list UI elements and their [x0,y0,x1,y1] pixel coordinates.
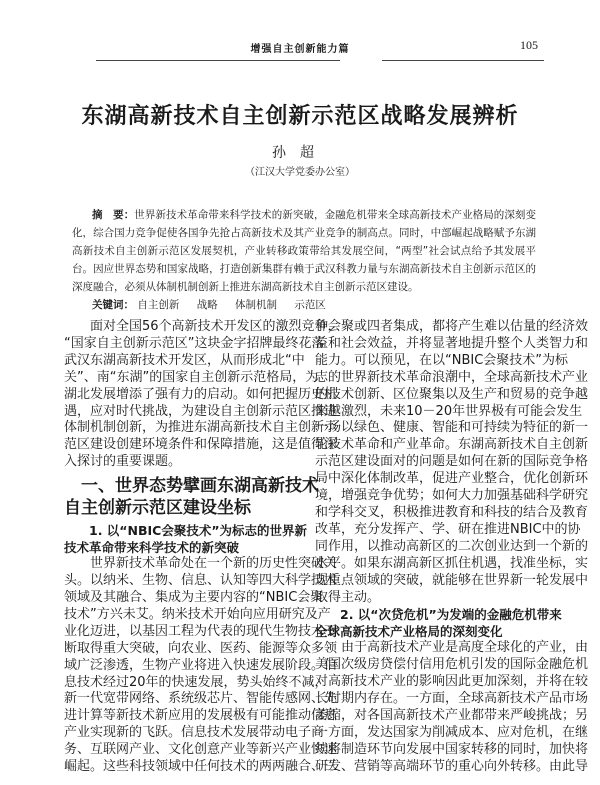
text-line: 现重点领域的突破，就能够在世界新一轮发展中 [315,572,589,588]
affiliation: （江汉大学党委办公室） [245,167,355,178]
abstract-line: 化，综合国力竞争促使各国争先抢占高新技术及其产业竞争的制高点。同时，中部崛起战略赋予东湖 [72,227,536,239]
text-line: 境，增强竞争优势；如何大力加强基础科学研究 [315,488,589,504]
text-line: 湖北发展增添了强有力的启动。如何把握历史机 [64,386,338,402]
text-line: 局中深化体制改革，促进产业整合，优化创新环 [315,471,589,487]
text-line: 的技术创新、区位聚集以及生产和贸易的竞争越 [315,386,589,402]
text-line: 务、互联网产业、文化创意产业等新兴产业快速 [64,742,338,758]
text-line: 一方面，发达国家为削减成本、应对危机，在继 [315,724,589,740]
text-line: 改革，充分发挥产、学、研在推进NBIC中的协 [315,521,581,537]
subsection-heading [64,522,308,556]
text-line: 产业实现新的飞跃。信息技术发展带动电子商 [64,725,325,741]
text-line: 2. 以“次贷危机”为发端的金融危机带来 [315,607,562,623]
text-line: 领域及其融合、集成为主要内容的“NBIC会聚 [64,589,324,605]
right-column [315,319,589,776]
text-line: 断取得重大突破，向农业、医药、能源等众多领 [64,640,338,656]
keyword: 自主创新 [137,299,180,311]
page-number: 105 [520,38,538,52]
keywords [92,297,340,312]
text-line: 和学科交叉，积极推进教育和科技的结合及教育 [315,504,589,520]
text-line: 遇，应对时代挑战，为建设自主创新示范区推进 [64,403,338,419]
article-title: 东湖高新技术自主创新示范区战略发展辨析 [81,104,519,129]
left-column [64,319,341,776]
text-line: 自主创新示范区建设坐标 [64,498,251,519]
paragraph [64,556,338,776]
text-line: 武汉东湖高新技术开发区，从而形成北“中 [64,352,305,368]
keywords-label: 关键词： [92,299,134,311]
paragraph [315,640,589,775]
text-line: 同作用，以推动高新区的二次创业达到一个新的 [315,538,589,554]
paragraph [64,319,341,471]
text-line: 水平。如果东湖高新区抓住机遇，找准坐标，实 [315,555,589,571]
text-line: 长时期内存在。一方面，全球高新技术产品市场 [315,691,589,707]
text-line: 头。以纳米、生物、信息、认知等四大科学技术 [64,573,338,589]
text-line: 美国次级房贷偿付信用危机引发的国际金融危机 [315,657,589,673]
text-line: 世界新技术革命处在一个新的历史性突破关 [64,556,338,572]
abstract-text: 世界新技术革命带来科学技术的新突破，金融危机带来全球高新技术产业格局的深刻变 [134,209,537,221]
header-rule [96,60,544,61]
text-line: 益和社会效益，并将显著地提升整个人类智力和 [315,335,589,351]
text-line: 一、世界态势擘画东湖高新技术 [64,476,319,497]
paragraph [315,319,589,606]
text-line: 一场以绿色、健康、智能和可持续为特征的新一 [315,420,589,436]
running-title: 增强自主创新能力篇 [250,44,350,55]
text-line: 来越激烈，未来10－20年世界极有可能会发生 [315,403,583,419]
text-line: 1. 以“NBIC会聚技术”为标志的世界新 [64,523,308,539]
keyword: 战略 [196,299,218,311]
text-line: 体制机制创新，为推进东湖高新技术自主创新示 [64,420,338,436]
abstract [72,206,536,296]
keyword: 体制机制 [235,299,278,311]
keyword: 示范区 [294,299,326,311]
text-line: 种会聚或四者集成，都将产生难以估量的经济效 [315,319,589,334]
abstract-line [72,206,536,224]
text-line: 全球高新技术产业格局的深刻变化 [315,624,503,640]
text-line: 示范区建设面对的问题是如何在新的国际竞争格 [315,454,589,470]
text-line: 研发、营销等高端环节的重心向外转移。由此导 [315,758,589,774]
abstract-line: 台。因应世界态势和国家战略，打造创新集群有赖于武汉科教力量与东湖高新技术自主创新示范区的 [72,263,536,275]
text-line: 续将制造环节向发展中国家转移的同时，加快将 [315,741,589,757]
text-line: 崛起。这些科技领域中任何技术的两两融合、三 [64,759,338,775]
text-line: 轮技术革命和产业革命。东湖高新技术自主创新 [315,437,589,453]
section-heading [64,475,319,519]
text-line: 志的世界新技术革命浪潮中，全球高新技术产业 [315,369,589,385]
text-line: 入探讨的重要课题。 [64,454,182,470]
text-line: 业化迈进，以基因工程为代表的现代生物技术不 [64,623,338,639]
text-line: 由于高新技术产业是高度全球化的产业，由 [315,640,589,656]
text-line: 能力。可以预见，在以“NBIC会聚技术”为标 [315,352,569,368]
text-line: 息技术经过20年的快速发展，势头始终不减， [64,674,328,690]
text-line: 取得主动。 [315,589,381,605]
text-line: 范区建设创建环境条件和保障措施，这是值得深 [64,437,338,453]
header-rule-gap [340,58,382,62]
abstract-line: 高新技术自主创新示范区发展契机，产业转移政策带给其发展空间，“两型”社会试点给予其发展平 [72,245,536,257]
text-line: 技术革命带来科学技术的新突破 [64,540,240,556]
abstract-line: 深度融合，必须从体制机制创新上推进东湖高新技术自主创新示范区建设。 [72,281,419,293]
text-line: 新一代宽带网络、系统级芯片、智能传感网、先 [64,691,338,707]
text-line: “国家自主创新示范区”这块金字招牌最终花落 [64,335,325,351]
text-line: 域广泛渗透，生物产业将进入快速发展阶段。信 [64,657,338,673]
text-line: 技术”方兴未艾。纳米技术开始向应用研究及产 [64,606,331,622]
subsection-heading [315,606,562,640]
text-line: 对高新技术产业的影响因此更加深刻，并将在较 [315,674,589,690]
text-line: 进计算等新技术新应用的发展极有可能推动信息 [64,708,338,724]
abstract-label: 摘 要： [92,209,135,221]
author: 孙超 [272,145,328,161]
text-line: 萎缩，对各国高新技术产业都带来严峻挑战；另 [315,708,589,724]
text-line: 关”、南“东湖”的国家自主创新示范格局，为 [64,369,319,385]
text-line: 面对全国56个高新技术开发区的激烈竞争， [64,319,341,334]
